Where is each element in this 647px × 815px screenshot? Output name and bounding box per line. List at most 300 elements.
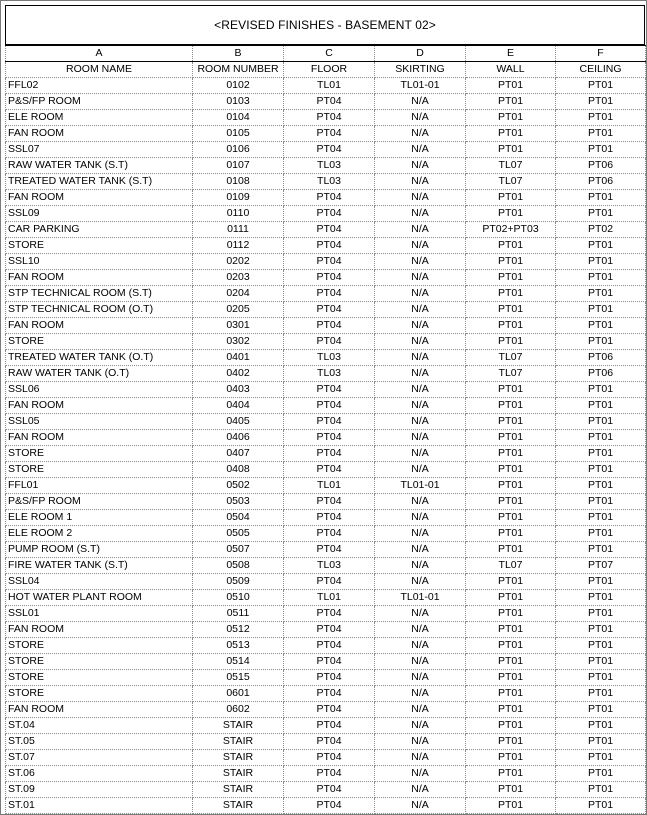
column-letter[interactable]: E xyxy=(466,46,556,62)
ceiling-cell[interactable]: PT07 xyxy=(556,558,646,574)
room-number-cell[interactable]: 0204 xyxy=(193,286,284,302)
skirting-cell[interactable]: N/A xyxy=(375,494,466,510)
ceiling-cell[interactable]: PT01 xyxy=(556,606,646,622)
room-name-cell[interactable]: FAN ROOM xyxy=(6,430,193,446)
ceiling-cell[interactable]: PT01 xyxy=(556,318,646,334)
ceiling-cell[interactable]: PT01 xyxy=(556,142,646,158)
skirting-cell[interactable]: N/A xyxy=(375,542,466,558)
floor-cell[interactable]: PT04 xyxy=(284,190,375,206)
header-floor[interactable]: FLOOR xyxy=(284,62,375,78)
ceiling-cell[interactable]: PT06 xyxy=(556,366,646,382)
room-number-cell[interactable]: 0508 xyxy=(193,558,284,574)
ceiling-cell[interactable]: PT01 xyxy=(556,654,646,670)
skirting-cell[interactable]: N/A xyxy=(375,334,466,350)
room-number-cell[interactable]: 0504 xyxy=(193,510,284,526)
ceiling-cell[interactable]: PT01 xyxy=(556,638,646,654)
ceiling-cell[interactable]: PT01 xyxy=(556,446,646,462)
floor-cell[interactable]: PT04 xyxy=(284,462,375,478)
floor-cell[interactable]: PT04 xyxy=(284,782,375,798)
room-number-cell[interactable]: 0514 xyxy=(193,654,284,670)
wall-cell[interactable]: PT01 xyxy=(466,78,556,94)
room-name-cell[interactable]: ST.05 xyxy=(6,734,193,750)
floor-cell[interactable]: PT04 xyxy=(284,318,375,334)
floor-cell[interactable]: TL03 xyxy=(284,350,375,366)
floor-cell[interactable]: TL01 xyxy=(284,478,375,494)
room-name-cell[interactable]: SSL09 xyxy=(6,206,193,222)
floor-cell[interactable]: PT04 xyxy=(284,750,375,766)
skirting-cell[interactable]: N/A xyxy=(375,766,466,782)
wall-cell[interactable]: PT01 xyxy=(466,206,556,222)
ceiling-cell[interactable]: PT01 xyxy=(556,270,646,286)
floor-cell[interactable]: PT04 xyxy=(284,382,375,398)
ceiling-cell[interactable]: PT06 xyxy=(556,174,646,190)
room-number-cell[interactable]: 0401 xyxy=(193,350,284,366)
room-name-cell[interactable]: ELE ROOM 1 xyxy=(6,510,193,526)
wall-cell[interactable]: PT01 xyxy=(466,606,556,622)
room-number-cell[interactable]: 0302 xyxy=(193,334,284,350)
floor-cell[interactable]: PT04 xyxy=(284,622,375,638)
room-number-cell[interactable]: 0112 xyxy=(193,238,284,254)
wall-cell[interactable]: PT01 xyxy=(466,478,556,494)
floor-cell[interactable]: PT04 xyxy=(284,94,375,110)
room-number-cell[interactable]: STAIR xyxy=(193,734,284,750)
ceiling-cell[interactable]: PT01 xyxy=(556,670,646,686)
room-name-cell[interactable]: FAN ROOM xyxy=(6,190,193,206)
ceiling-cell[interactable]: PT01 xyxy=(556,334,646,350)
ceiling-cell[interactable]: PT01 xyxy=(556,766,646,782)
ceiling-cell[interactable]: PT01 xyxy=(556,286,646,302)
wall-cell[interactable]: PT01 xyxy=(466,142,556,158)
room-name-cell[interactable]: STORE xyxy=(6,446,193,462)
room-name-cell[interactable]: FAN ROOM xyxy=(6,270,193,286)
wall-cell[interactable]: PT01 xyxy=(466,574,556,590)
ceiling-cell[interactable]: PT01 xyxy=(556,510,646,526)
room-name-cell[interactable]: STP TECHNICAL ROOM (O.T) xyxy=(6,302,193,318)
room-number-cell[interactable]: 0408 xyxy=(193,462,284,478)
room-number-cell[interactable]: 0505 xyxy=(193,526,284,542)
ceiling-cell[interactable]: PT01 xyxy=(556,478,646,494)
wall-cell[interactable]: PT01 xyxy=(466,430,556,446)
column-letter[interactable]: A xyxy=(6,46,193,62)
ceiling-cell[interactable]: PT01 xyxy=(556,686,646,702)
room-number-cell[interactable]: 0301 xyxy=(193,318,284,334)
room-name-cell[interactable]: FFL02 xyxy=(6,78,193,94)
table-row xyxy=(6,686,646,702)
floor-cell[interactable]: PT04 xyxy=(284,126,375,142)
skirting-cell[interactable]: N/A xyxy=(375,414,466,430)
skirting-cell[interactable]: N/A xyxy=(375,206,466,222)
column-letter[interactable]: B xyxy=(193,46,284,62)
floor-cell[interactable]: TL03 xyxy=(284,558,375,574)
skirting-cell[interactable]: N/A xyxy=(375,222,466,238)
skirting-cell[interactable]: N/A xyxy=(375,382,466,398)
room-name-cell[interactable]: PUMP ROOM (S.T) xyxy=(6,542,193,558)
skirting-cell[interactable]: N/A xyxy=(375,638,466,654)
skirting-cell[interactable]: N/A xyxy=(375,574,466,590)
room-number-cell[interactable]: 0108 xyxy=(193,174,284,190)
wall-cell[interactable]: PT01 xyxy=(466,238,556,254)
room-number-cell[interactable]: 0107 xyxy=(193,158,284,174)
room-name-cell[interactable]: P&S/FP ROOM xyxy=(6,94,193,110)
wall-cell[interactable]: PT01 xyxy=(466,302,556,318)
ceiling-cell[interactable]: PT01 xyxy=(556,750,646,766)
floor-cell[interactable]: PT04 xyxy=(284,574,375,590)
ceiling-cell[interactable]: PT01 xyxy=(556,590,646,606)
ceiling-cell[interactable]: PT01 xyxy=(556,782,646,798)
wall-cell[interactable]: PT01 xyxy=(466,510,556,526)
skirting-cell[interactable]: N/A xyxy=(375,254,466,270)
floor-cell[interactable]: PT04 xyxy=(284,446,375,462)
wall-cell[interactable]: PT01 xyxy=(466,318,556,334)
ceiling-cell[interactable]: PT01 xyxy=(556,574,646,590)
wall-cell[interactable]: PT01 xyxy=(466,462,556,478)
room-number-cell[interactable]: 0502 xyxy=(193,478,284,494)
floor-cell[interactable]: PT04 xyxy=(284,206,375,222)
ceiling-cell[interactable]: PT01 xyxy=(556,382,646,398)
table-row xyxy=(6,430,646,446)
floor-cell[interactable]: PT04 xyxy=(284,798,375,814)
skirting-cell[interactable]: TL01-01 xyxy=(375,78,466,94)
skirting-cell[interactable]: N/A xyxy=(375,142,466,158)
room-number-cell[interactable]: 0403 xyxy=(193,382,284,398)
room-name-cell[interactable]: ST.04 xyxy=(6,718,193,734)
room-number-cell[interactable]: 0110 xyxy=(193,206,284,222)
room-name-cell[interactable]: SSL01 xyxy=(6,606,193,622)
skirting-cell[interactable]: N/A xyxy=(375,526,466,542)
room-number-cell[interactable]: 0102 xyxy=(193,78,284,94)
ceiling-cell[interactable]: PT01 xyxy=(556,494,646,510)
floor-cell[interactable]: PT04 xyxy=(284,110,375,126)
skirting-cell[interactable]: TL01-01 xyxy=(375,478,466,494)
floor-cell[interactable]: PT04 xyxy=(284,542,375,558)
floor-cell[interactable]: PT04 xyxy=(284,718,375,734)
room-name-cell[interactable]: CAR PARKING xyxy=(6,222,193,238)
room-name-cell[interactable]: FAN ROOM xyxy=(6,318,193,334)
room-number-cell[interactable]: 0512 xyxy=(193,622,284,638)
skirting-cell[interactable]: N/A xyxy=(375,302,466,318)
column-letter[interactable]: D xyxy=(375,46,466,62)
skirting-cell[interactable]: N/A xyxy=(375,750,466,766)
floor-cell[interactable]: PT04 xyxy=(284,606,375,622)
room-number-cell[interactable]: STAIR xyxy=(193,766,284,782)
ceiling-cell[interactable]: PT01 xyxy=(556,78,646,94)
table-row xyxy=(6,254,646,270)
table-row xyxy=(6,622,646,638)
wall-cell[interactable]: PT01 xyxy=(466,446,556,462)
skirting-cell[interactable]: N/A xyxy=(375,734,466,750)
room-name-cell[interactable]: SSL07 xyxy=(6,142,193,158)
room-number-cell[interactable]: 0507 xyxy=(193,542,284,558)
skirting-cell[interactable]: N/A xyxy=(375,366,466,382)
skirting-cell[interactable]: N/A xyxy=(375,782,466,798)
room-name-cell[interactable]: TREATED WATER TANK (S.T) xyxy=(6,174,193,190)
ceiling-cell[interactable]: PT06 xyxy=(556,350,646,366)
ceiling-cell[interactable]: PT01 xyxy=(556,190,646,206)
table-row xyxy=(6,798,646,814)
wall-cell[interactable]: PT01 xyxy=(466,254,556,270)
room-name-cell[interactable]: RAW WATER TANK (O.T) xyxy=(6,366,193,382)
wall-cell[interactable]: PT01 xyxy=(466,686,556,702)
room-number-cell[interactable]: 0402 xyxy=(193,366,284,382)
skirting-cell[interactable]: TL01-01 xyxy=(375,590,466,606)
floor-cell[interactable]: PT04 xyxy=(284,254,375,270)
wall-cell[interactable]: PT01 xyxy=(466,526,556,542)
table-row xyxy=(6,190,646,206)
ceiling-cell[interactable]: PT01 xyxy=(556,126,646,142)
room-number-cell[interactable]: 0111 xyxy=(193,222,284,238)
skirting-cell[interactable]: N/A xyxy=(375,398,466,414)
wall-cell[interactable]: PT01 xyxy=(466,638,556,654)
skirting-cell[interactable]: N/A xyxy=(375,718,466,734)
skirting-cell[interactable]: N/A xyxy=(375,286,466,302)
ceiling-cell[interactable]: PT01 xyxy=(556,398,646,414)
ceiling-cell[interactable]: PT01 xyxy=(556,542,646,558)
room-number-cell[interactable]: STAIR xyxy=(193,782,284,798)
room-number-cell[interactable]: 0601 xyxy=(193,686,284,702)
wall-cell[interactable]: PT01 xyxy=(466,702,556,718)
skirting-cell[interactable]: N/A xyxy=(375,174,466,190)
floor-cell[interactable]: PT04 xyxy=(284,270,375,286)
room-name-cell[interactable]: ELE ROOM 2 xyxy=(6,526,193,542)
floor-cell[interactable]: PT04 xyxy=(284,142,375,158)
room-number-cell[interactable]: 0202 xyxy=(193,254,284,270)
room-number-cell[interactable]: 0105 xyxy=(193,126,284,142)
skirting-cell[interactable]: N/A xyxy=(375,702,466,718)
ceiling-cell[interactable]: PT01 xyxy=(556,254,646,270)
wall-cell[interactable]: PT01 xyxy=(466,750,556,766)
room-number-cell[interactable]: 0103 xyxy=(193,94,284,110)
header-room-number[interactable]: ROOM NUMBER xyxy=(193,62,284,78)
wall-cell[interactable]: PT01 xyxy=(466,734,556,750)
floor-cell[interactable]: PT04 xyxy=(284,414,375,430)
skirting-cell[interactable]: N/A xyxy=(375,670,466,686)
wall-cell[interactable]: PT01 xyxy=(466,494,556,510)
ceiling-cell[interactable]: PT01 xyxy=(556,718,646,734)
room-name-cell[interactable]: ELE ROOM xyxy=(6,110,193,126)
ceiling-cell[interactable]: PT01 xyxy=(556,414,646,430)
room-name-cell[interactable]: STORE xyxy=(6,670,193,686)
wall-cell[interactable]: PT01 xyxy=(466,654,556,670)
wall-cell[interactable]: PT01 xyxy=(466,542,556,558)
room-name-cell[interactable]: FAN ROOM xyxy=(6,126,193,142)
floor-cell[interactable]: PT04 xyxy=(284,334,375,350)
floor-cell[interactable]: PT04 xyxy=(284,494,375,510)
floor-cell[interactable]: TL01 xyxy=(284,78,375,94)
skirting-cell[interactable]: N/A xyxy=(375,430,466,446)
wall-cell[interactable]: TL07 xyxy=(466,558,556,574)
skirting-cell[interactable]: N/A xyxy=(375,558,466,574)
room-number-cell[interactable]: STAIR xyxy=(193,750,284,766)
floor-cell[interactable]: PT04 xyxy=(284,702,375,718)
wall-cell[interactable]: PT01 xyxy=(466,286,556,302)
wall-cell[interactable]: PT01 xyxy=(466,622,556,638)
floor-cell[interactable]: PT04 xyxy=(284,686,375,702)
schedule-title: <REVISED FINISHES - BASEMENT 02> xyxy=(5,5,645,45)
floor-cell[interactable]: PT04 xyxy=(284,302,375,318)
floor-cell[interactable]: PT04 xyxy=(284,238,375,254)
room-name-cell[interactable]: STORE xyxy=(6,462,193,478)
room-name-cell[interactable]: SSL05 xyxy=(6,414,193,430)
wall-cell[interactable]: PT01 xyxy=(466,94,556,110)
wall-cell[interactable]: PT01 xyxy=(466,766,556,782)
skirting-cell[interactable]: N/A xyxy=(375,190,466,206)
header-room-name[interactable]: ROOM NAME xyxy=(6,62,193,78)
floor-cell[interactable]: TL03 xyxy=(284,158,375,174)
skirting-cell[interactable]: N/A xyxy=(375,238,466,254)
wall-cell[interactable]: PT01 xyxy=(466,382,556,398)
room-name-cell[interactable]: FAN ROOM xyxy=(6,702,193,718)
floor-cell[interactable]: PT04 xyxy=(284,526,375,542)
floor-cell[interactable]: PT04 xyxy=(284,670,375,686)
wall-cell[interactable]: PT01 xyxy=(466,718,556,734)
skirting-cell[interactable]: N/A xyxy=(375,510,466,526)
floor-cell[interactable]: PT04 xyxy=(284,510,375,526)
wall-cell[interactable]: TL07 xyxy=(466,366,556,382)
room-number-cell[interactable]: 0509 xyxy=(193,574,284,590)
wall-cell[interactable]: PT01 xyxy=(466,270,556,286)
wall-cell[interactable]: PT01 xyxy=(466,126,556,142)
skirting-cell[interactable]: N/A xyxy=(375,462,466,478)
room-number-cell[interactable]: 0602 xyxy=(193,702,284,718)
room-name-cell[interactable]: FAN ROOM xyxy=(6,622,193,638)
room-name-cell[interactable]: SSL10 xyxy=(6,254,193,270)
wall-cell[interactable]: TL07 xyxy=(466,158,556,174)
table-row xyxy=(6,654,646,670)
room-number-cell[interactable]: 0404 xyxy=(193,398,284,414)
room-name-cell[interactable]: ST.09 xyxy=(6,782,193,798)
room-number-cell[interactable]: 0106 xyxy=(193,142,284,158)
ceiling-cell[interactable]: PT06 xyxy=(556,158,646,174)
skirting-cell[interactable]: N/A xyxy=(375,622,466,638)
room-name-cell[interactable]: FAN ROOM xyxy=(6,398,193,414)
skirting-cell[interactable]: N/A xyxy=(375,654,466,670)
skirting-cell[interactable]: N/A xyxy=(375,606,466,622)
wall-cell[interactable]: PT01 xyxy=(466,670,556,686)
ceiling-cell[interactable]: PT01 xyxy=(556,206,646,222)
skirting-cell[interactable]: N/A xyxy=(375,798,466,814)
ceiling-cell[interactable]: PT01 xyxy=(556,94,646,110)
wall-cell[interactable]: PT01 xyxy=(466,110,556,126)
header-ceiling[interactable]: CEILING xyxy=(556,62,646,78)
room-number-cell[interactable]: 0407 xyxy=(193,446,284,462)
floor-cell[interactable]: PT04 xyxy=(284,222,375,238)
room-number-cell[interactable]: 0406 xyxy=(193,430,284,446)
room-number-cell[interactable]: 0203 xyxy=(193,270,284,286)
room-name-cell[interactable]: STP TECHNICAL ROOM (S.T) xyxy=(6,286,193,302)
floor-cell[interactable]: TL01 xyxy=(284,590,375,606)
room-number-cell[interactable]: 0511 xyxy=(193,606,284,622)
floor-cell[interactable]: PT04 xyxy=(284,654,375,670)
floor-cell[interactable]: PT04 xyxy=(284,286,375,302)
room-number-cell[interactable]: 0405 xyxy=(193,414,284,430)
floor-cell[interactable]: PT04 xyxy=(284,638,375,654)
room-number-cell[interactable]: 0104 xyxy=(193,110,284,126)
ceiling-cell[interactable]: PT01 xyxy=(556,238,646,254)
room-number-cell[interactable]: 0515 xyxy=(193,670,284,686)
room-name-cell[interactable]: ST.01 xyxy=(6,798,193,814)
header-wall[interactable]: WALL xyxy=(466,62,556,78)
table-row xyxy=(6,494,646,510)
room-name-cell[interactable]: TREATED WATER TANK (O.T) xyxy=(6,350,193,366)
wall-cell[interactable]: PT01 xyxy=(466,782,556,798)
room-name-cell[interactable]: STORE xyxy=(6,334,193,350)
skirting-cell[interactable]: N/A xyxy=(375,318,466,334)
room-name-cell[interactable]: STORE xyxy=(6,238,193,254)
column-letter[interactable]: F xyxy=(556,46,646,62)
wall-cell[interactable]: PT01 xyxy=(466,414,556,430)
room-name-cell[interactable]: STORE xyxy=(6,686,193,702)
room-name-cell[interactable]: FIRE WATER TANK (S.T) xyxy=(6,558,193,574)
room-number-cell[interactable]: 0510 xyxy=(193,590,284,606)
room-name-cell[interactable]: ST.06 xyxy=(6,766,193,782)
ceiling-cell[interactable]: PT01 xyxy=(556,110,646,126)
floor-cell[interactable]: PT04 xyxy=(284,398,375,414)
room-number-cell[interactable]: 0513 xyxy=(193,638,284,654)
wall-cell[interactable]: PT01 xyxy=(466,798,556,814)
wall-cell[interactable]: PT01 xyxy=(466,334,556,350)
ceiling-cell[interactable]: PT02 xyxy=(556,222,646,238)
table-body xyxy=(6,78,646,814)
room-name-cell[interactable]: P&S/FP ROOM xyxy=(6,494,193,510)
floor-cell[interactable]: PT04 xyxy=(284,734,375,750)
room-name-cell[interactable]: SSL04 xyxy=(6,574,193,590)
wall-cell[interactable]: TL07 xyxy=(466,350,556,366)
room-name-cell[interactable]: FFL01 xyxy=(6,478,193,494)
ceiling-cell[interactable]: PT01 xyxy=(556,526,646,542)
ceiling-cell[interactable]: PT01 xyxy=(556,430,646,446)
wall-cell[interactable]: TL07 xyxy=(466,174,556,190)
room-number-cell[interactable]: STAIR xyxy=(193,798,284,814)
table-row xyxy=(6,334,646,350)
table-row xyxy=(6,366,646,382)
floor-cell[interactable]: TL03 xyxy=(284,174,375,190)
room-number-cell[interactable]: STAIR xyxy=(193,718,284,734)
wall-cell[interactable]: PT02+PT03 xyxy=(466,222,556,238)
ceiling-cell[interactable]: PT01 xyxy=(556,622,646,638)
wall-cell[interactable]: PT01 xyxy=(466,398,556,414)
floor-cell[interactable]: PT04 xyxy=(284,766,375,782)
header-skirting[interactable]: SKIRTING xyxy=(375,62,466,78)
room-number-cell[interactable]: 0503 xyxy=(193,494,284,510)
room-name-cell[interactable]: HOT WATER PLANT ROOM xyxy=(6,590,193,606)
room-name-cell[interactable]: RAW WATER TANK (S.T) xyxy=(6,158,193,174)
room-name-cell[interactable]: STORE xyxy=(6,654,193,670)
room-name-cell[interactable]: STORE xyxy=(6,638,193,654)
ceiling-cell[interactable]: PT01 xyxy=(556,462,646,478)
skirting-cell[interactable]: N/A xyxy=(375,446,466,462)
skirting-cell[interactable]: N/A xyxy=(375,110,466,126)
ceiling-cell[interactable]: PT01 xyxy=(556,798,646,814)
ceiling-cell[interactable]: PT01 xyxy=(556,734,646,750)
skirting-cell[interactable]: N/A xyxy=(375,94,466,110)
skirting-cell[interactable]: N/A xyxy=(375,686,466,702)
ceiling-cell[interactable]: PT01 xyxy=(556,702,646,718)
wall-cell[interactable]: PT01 xyxy=(466,590,556,606)
wall-cell[interactable]: PT01 xyxy=(466,190,556,206)
floor-cell[interactable]: PT04 xyxy=(284,430,375,446)
room-name-cell[interactable]: SSL06 xyxy=(6,382,193,398)
skirting-cell[interactable]: N/A xyxy=(375,270,466,286)
floor-cell[interactable]: TL03 xyxy=(284,366,375,382)
skirting-cell[interactable]: N/A xyxy=(375,350,466,366)
skirting-cell[interactable]: N/A xyxy=(375,126,466,142)
room-number-cell[interactable]: 0205 xyxy=(193,302,284,318)
room-name-cell[interactable]: ST.07 xyxy=(6,750,193,766)
skirting-cell[interactable]: N/A xyxy=(375,158,466,174)
room-number-cell[interactable]: 0109 xyxy=(193,190,284,206)
ceiling-cell[interactable]: PT01 xyxy=(556,302,646,318)
column-letter[interactable]: C xyxy=(284,46,375,62)
